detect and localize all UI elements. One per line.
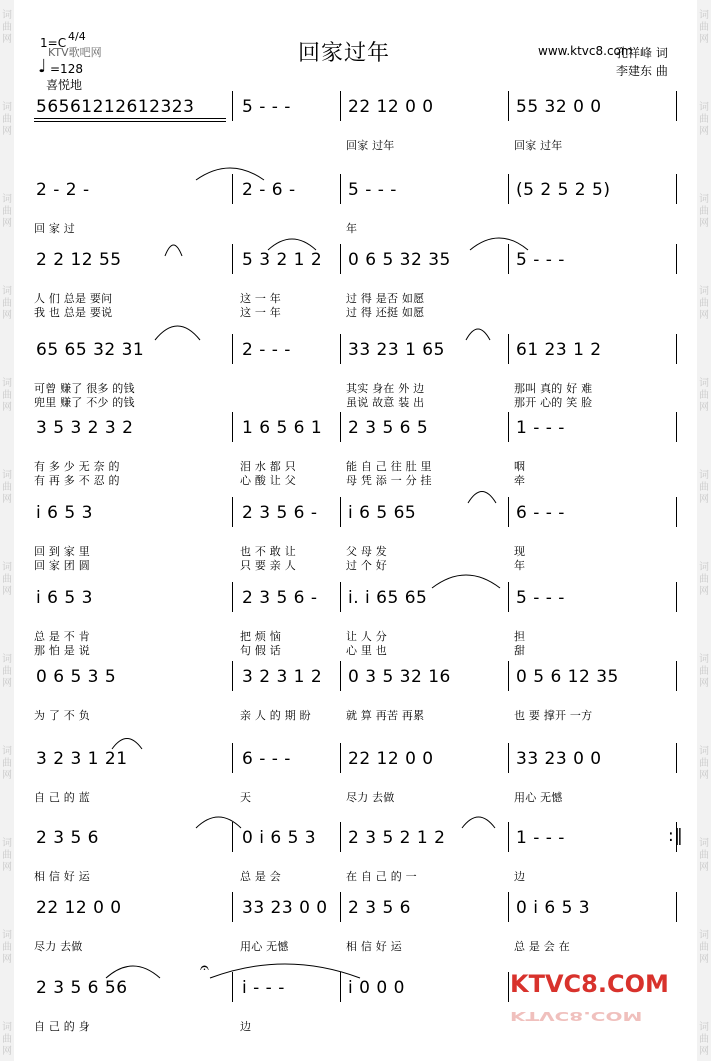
measure-notes: 0 5 6 12 35	[516, 667, 619, 687]
measure-notes: 2 3 5 6 -	[242, 588, 318, 608]
side-watermark-text: 词 曲 网	[699, 194, 709, 229]
lyric-line-2: 我 也 总是 要说	[34, 306, 113, 319]
measure-notes: 0 i 6 5 3	[516, 898, 591, 918]
slur	[196, 817, 241, 828]
ktvc8-logo: KTVC8.COM	[510, 970, 669, 998]
slur	[196, 168, 264, 180]
measure-notes: 1 6 5 6 1	[242, 418, 323, 438]
side-watermark-text: 词 曲 网	[699, 470, 709, 505]
measure-notes: 2 3 5 6 5	[348, 418, 429, 438]
measure-notes: 0 6 5 32 35	[348, 250, 451, 270]
measure-notes: (5 2 5 2 5)	[516, 180, 611, 200]
measure-notes: i 6 5 3	[36, 588, 93, 608]
lyric-line-2: 只 要 亲 人	[240, 559, 296, 572]
composer-credit: 李建东 曲	[616, 64, 668, 78]
measure-notes: 5 - - -	[242, 97, 291, 117]
lyric-line-1: 总 是 不 肯	[34, 630, 90, 643]
measure-notes: 33 23 0 0	[516, 749, 602, 769]
lyric-line-1: 总 是 会	[240, 870, 281, 883]
side-watermark-text: 词 曲 网	[2, 746, 12, 781]
lyric-line-1: 回 家 过	[34, 222, 75, 235]
slur	[155, 326, 200, 340]
ktvc8-logo-reflection: KTVC8.COM	[510, 1008, 643, 1024]
measure-notes: 55 32 0 0	[516, 97, 602, 117]
measure-notes: 0 3 5 32 16	[348, 667, 451, 687]
lyric-line-1: 让 人 分	[346, 630, 387, 643]
lyric-line-1: 为 了 不 负	[34, 709, 90, 722]
side-watermark-text: 词 曲 网	[2, 194, 12, 229]
lyric-line-1: 咽	[514, 460, 526, 473]
repeat-sign: :‖	[668, 826, 684, 846]
lyric-line-1: 有 多 少 无 奈 的	[34, 460, 120, 473]
slur	[432, 575, 500, 588]
singer-note: 喜悦地	[46, 78, 83, 92]
side-watermark-text: 词 曲 网	[2, 470, 12, 505]
lyric-line-1: 边	[240, 1020, 252, 1033]
measure-notes: 61 23 1 2	[516, 340, 602, 360]
lyric-line-2: 那开 心的 笑 脸	[514, 396, 593, 409]
measure-notes: 2 - 6 -	[242, 180, 296, 200]
measure-notes: 1 - - -	[516, 418, 565, 438]
measure-notes: 2 3 5 6 56	[36, 978, 128, 998]
lyric-line-1: 相 信 好 运	[34, 870, 90, 883]
lyric-line-1: 回家 过年	[346, 139, 395, 152]
lyric-line-2: 过 得 还挺 如愿	[346, 306, 425, 319]
measure-notes: 65 65 32 31	[36, 340, 145, 360]
lyric-line-2: 句 假 话	[240, 644, 281, 657]
lyric-line-2: 那 怕 是 说	[34, 644, 90, 657]
side-watermark-text: 词 曲 网	[699, 10, 709, 45]
measure-notes: 22 12 0 0	[36, 898, 122, 918]
lyric-line-1: 年	[346, 222, 358, 235]
lyric-line-1: 用心 无憾	[514, 791, 563, 804]
lyric-line-1: 现	[514, 545, 526, 558]
side-watermark-text: 词 曲 网	[699, 838, 709, 873]
side-watermark-text: 词 曲 网	[2, 838, 12, 873]
measure-notes: 3 2 3 1 21	[36, 749, 128, 769]
side-watermark-text: 词 曲 网	[2, 1022, 12, 1057]
measure-notes: i 6 5 3	[36, 503, 93, 523]
lyric-line-1: 把 烦 恼	[240, 630, 281, 643]
side-watermark-text: 词 曲 网	[2, 10, 12, 45]
side-watermark-text: 词 曲 网	[699, 378, 709, 413]
website: www.ktvc8.com	[538, 44, 633, 58]
lyric-line-1: 也 不 敢 让	[240, 545, 296, 558]
side-watermark-text: 词 曲 网	[699, 654, 709, 689]
key-signature: 1=C	[40, 36, 67, 50]
lyric-line-1: 那叫 真的 好 难	[514, 382, 593, 395]
lyric-line-1: 泪 水 都 只	[240, 460, 296, 473]
slur	[165, 245, 182, 256]
lyric-line-1: 能 自 己 往 肚 里	[346, 460, 432, 473]
measure-notes: 3 2 3 1 2	[242, 667, 323, 687]
measure-notes: 2 - 2 -	[36, 180, 90, 200]
measure-notes: 22 12 0 0	[348, 749, 434, 769]
lyric-line-1: 父 母 发	[346, 545, 387, 558]
lyric-line-2: 有 再 多 不 忍 的	[34, 474, 120, 487]
lyric-line-2: 这 一 年	[240, 306, 281, 319]
measure-notes: 2 2 12 55	[36, 250, 122, 270]
lyric-line-2: 年	[514, 559, 526, 572]
lyric-line-1: 担	[514, 630, 526, 643]
slur	[470, 238, 528, 250]
quarter-note-icon: ♩	[38, 56, 47, 77]
measure-notes: i 6 5 65	[348, 503, 417, 523]
slur	[210, 964, 360, 978]
lyric-line-1: 尽力 去做	[346, 791, 395, 804]
side-watermark-text: 词 曲 网	[2, 102, 12, 137]
measure-notes: 56561212612323	[36, 97, 195, 117]
measure-notes: 1 - - -	[516, 828, 565, 848]
slur	[268, 239, 316, 250]
lyric-line-1: 这 一 年	[240, 292, 281, 305]
measure-notes: 5 3 2 1 2	[242, 250, 323, 270]
fermata-icon: 𝄐	[200, 958, 209, 977]
measure-notes: 0 6 5 3 5	[36, 667, 117, 687]
slur	[468, 492, 496, 504]
measure-notes: 2 3 5 6	[348, 898, 411, 918]
measure-notes: i. i 65 65	[348, 588, 428, 608]
side-watermark-text: 词 曲 网	[2, 930, 12, 965]
measure-notes: 2 3 5 6 -	[242, 503, 318, 523]
lyric-line-1: 亲 人 的 期 盼	[240, 709, 311, 722]
lyric-line-1: 自 己 的 身	[34, 1020, 90, 1033]
measure-notes: 6 - - -	[242, 749, 291, 769]
measure-notes: i - - -	[242, 978, 285, 998]
measure-notes: 2 3 5 6	[36, 828, 99, 848]
measure-notes: 2 - - -	[242, 340, 291, 360]
measure-notes: 33 23 0 0	[242, 898, 328, 918]
song-title: 回家过年	[298, 41, 391, 66]
lyric-line-1: 也 要 撑开 一方	[514, 709, 593, 722]
side-watermark-text: 词 曲 网	[699, 286, 709, 321]
lyric-line-1: 相 信 好 运	[346, 940, 402, 953]
lyric-line-1: 在 自 己 的 一	[346, 870, 417, 883]
lyric-line-1: 天	[240, 791, 252, 804]
lyric-line-1: 尽力 去做	[34, 940, 83, 953]
measure-notes: 0 i 6 5 3	[242, 828, 317, 848]
measure-notes: 2 3 5 2 1 2	[348, 828, 446, 848]
lyric-line-1: 总 是 会 在	[514, 940, 570, 953]
side-watermark-text: 词 曲 网	[699, 930, 709, 965]
lyric-line-1: 回 到 家 里	[34, 545, 90, 558]
side-watermark-text: 词 曲 网	[2, 562, 12, 597]
slur	[466, 329, 490, 340]
measure-notes: i 0 0 0	[348, 978, 405, 998]
lyricist-credit: 孔祥峰 词	[616, 46, 668, 60]
lyric-line-1: 自 己 的 蓝	[34, 791, 90, 804]
lyric-line-2: 回 家 团 圆	[34, 559, 90, 572]
measure-notes: 5 - - -	[516, 250, 565, 270]
lyric-line-2: 心 里 也	[346, 644, 387, 657]
time-signature: 4/4	[68, 30, 86, 43]
lyric-line-1: 就 算 再苦 再累	[346, 709, 425, 722]
lyric-line-1: 其实 身在 外 边	[346, 382, 425, 395]
lyric-line-2: 牵	[514, 474, 526, 487]
measure-notes: 5 - - -	[348, 180, 397, 200]
slur	[106, 966, 160, 978]
side-watermark-text: 词 曲 网	[699, 102, 709, 137]
side-watermark-text: 词 曲 网	[2, 378, 12, 413]
measure-notes: 6 - - -	[516, 503, 565, 523]
side-watermark-text: 词 曲 网	[699, 1022, 709, 1057]
lyric-line-1: 边	[514, 870, 526, 883]
lyric-line-2: 虽说 故意 装 出	[346, 396, 425, 409]
side-watermark-text: 词 曲 网	[2, 654, 12, 689]
slur	[462, 817, 495, 828]
tempo-marking: =128	[50, 62, 83, 76]
watermark-corner: KTV歌吧网	[48, 46, 102, 59]
measure-notes: 3 5 3 2 3 2	[36, 418, 134, 438]
lyric-line-2: 兜里 赚了 不少 的钱	[34, 396, 135, 409]
lyric-line-1: 人 们 总是 要问	[34, 292, 113, 305]
side-watermark-text: 词 曲 网	[699, 746, 709, 781]
side-watermark-text: 词 曲 网	[2, 286, 12, 321]
lyric-line-1: 可曾 赚了 很多 的钱	[34, 382, 135, 395]
lyric-line-1: 用心 无憾	[240, 940, 289, 953]
side-watermark-text: 词 曲 网	[699, 562, 709, 597]
lyric-line-2: 甜	[514, 644, 526, 657]
measure-notes: 22 12 0 0	[348, 97, 434, 117]
lyric-line-1: 过 得 是否 如愿	[346, 292, 425, 305]
measure-notes: 5 - - -	[516, 588, 565, 608]
measure-notes: 33 23 1 65	[348, 340, 445, 360]
lyric-line-2: 心 酸 让 父	[240, 474, 296, 487]
lyric-line-2: 母 凭 添 一 分 挂	[346, 474, 432, 487]
slur	[112, 739, 142, 750]
lyric-line-1: 回家 过年	[514, 139, 563, 152]
lyric-line-2: 过 个 好	[346, 559, 387, 572]
